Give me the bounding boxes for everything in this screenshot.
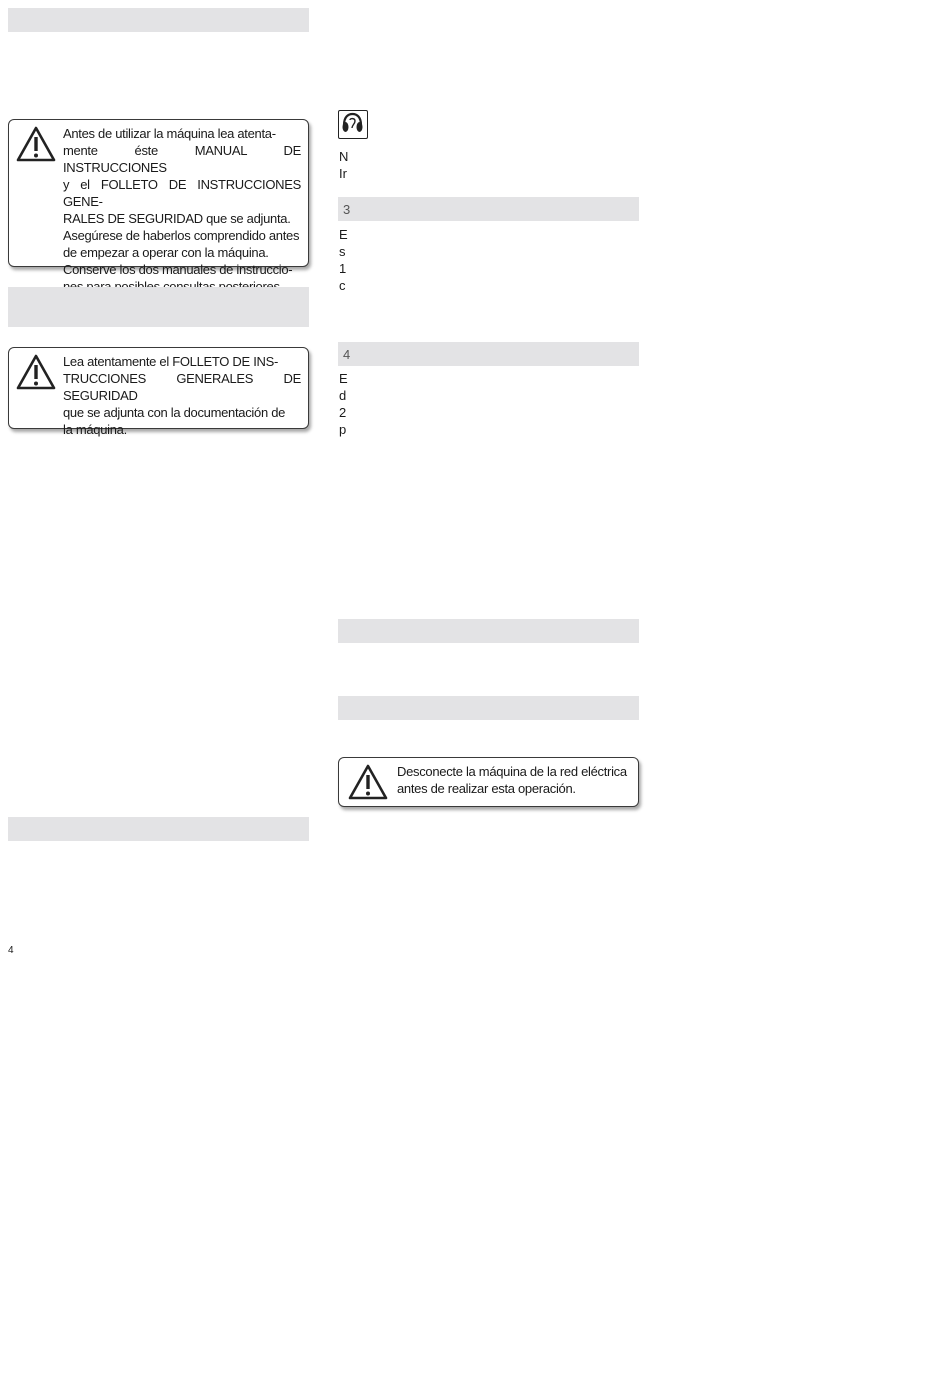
warning-box-safety-booklet xyxy=(8,347,309,437)
ear-protection-icon xyxy=(339,111,366,137)
section-3-text: E s 1 c xyxy=(339,227,348,293)
section-header-bar xyxy=(338,619,639,643)
section-header-bar xyxy=(338,696,639,720)
ear-protection-text: N Ir xyxy=(339,149,349,181)
warning-text: Desconecte la máquina de la red eléctrica antes de realizar esta operación. xyxy=(397,764,627,796)
section-header-bar-3 xyxy=(338,197,639,221)
text-fragment-clip xyxy=(339,148,348,182)
section-number-clip xyxy=(343,342,351,366)
warning-text: Antes de utilizar la máquina lea atenta- mente éste MANUAL DE INSTRUCCIONES y el FOLLETO DE INSTRUCCIONES GENE- RALES DE SEGURIDAD que se adjunta. Asegúrese de haberlos comprendido antes de empezar a operar con la máquina. Conserve los dos manuales de instruccio- xyxy=(63,126,301,277)
section-header-bar xyxy=(8,817,309,841)
text-fragment-clip xyxy=(339,226,348,293)
warning-text: Lea atentamente el FOLLETO DE INS- TRUCCIONES GENERALES DE SEGURIDAD que se adjunta con la documentación de la máquina. xyxy=(63,354,301,437)
section-number: 3 xyxy=(343,202,351,217)
warning-box-read-manual xyxy=(8,119,309,277)
text-fragment-clip xyxy=(339,370,348,440)
section-header-bar xyxy=(8,8,309,32)
ear-protection-sign xyxy=(338,110,368,139)
warning-triangle-icon xyxy=(347,763,389,801)
warning-triangle-icon xyxy=(15,125,57,163)
warning-box-disconnect xyxy=(338,757,639,807)
page-number: 4 xyxy=(8,945,14,956)
section-header-bar xyxy=(8,287,309,327)
section-number-clip xyxy=(343,197,351,221)
section-4-text: E d 2 p xyxy=(339,371,348,437)
section-number: 4 xyxy=(343,347,351,362)
warning-triangle-icon xyxy=(15,353,57,391)
section-header-bar-4 xyxy=(338,342,639,366)
